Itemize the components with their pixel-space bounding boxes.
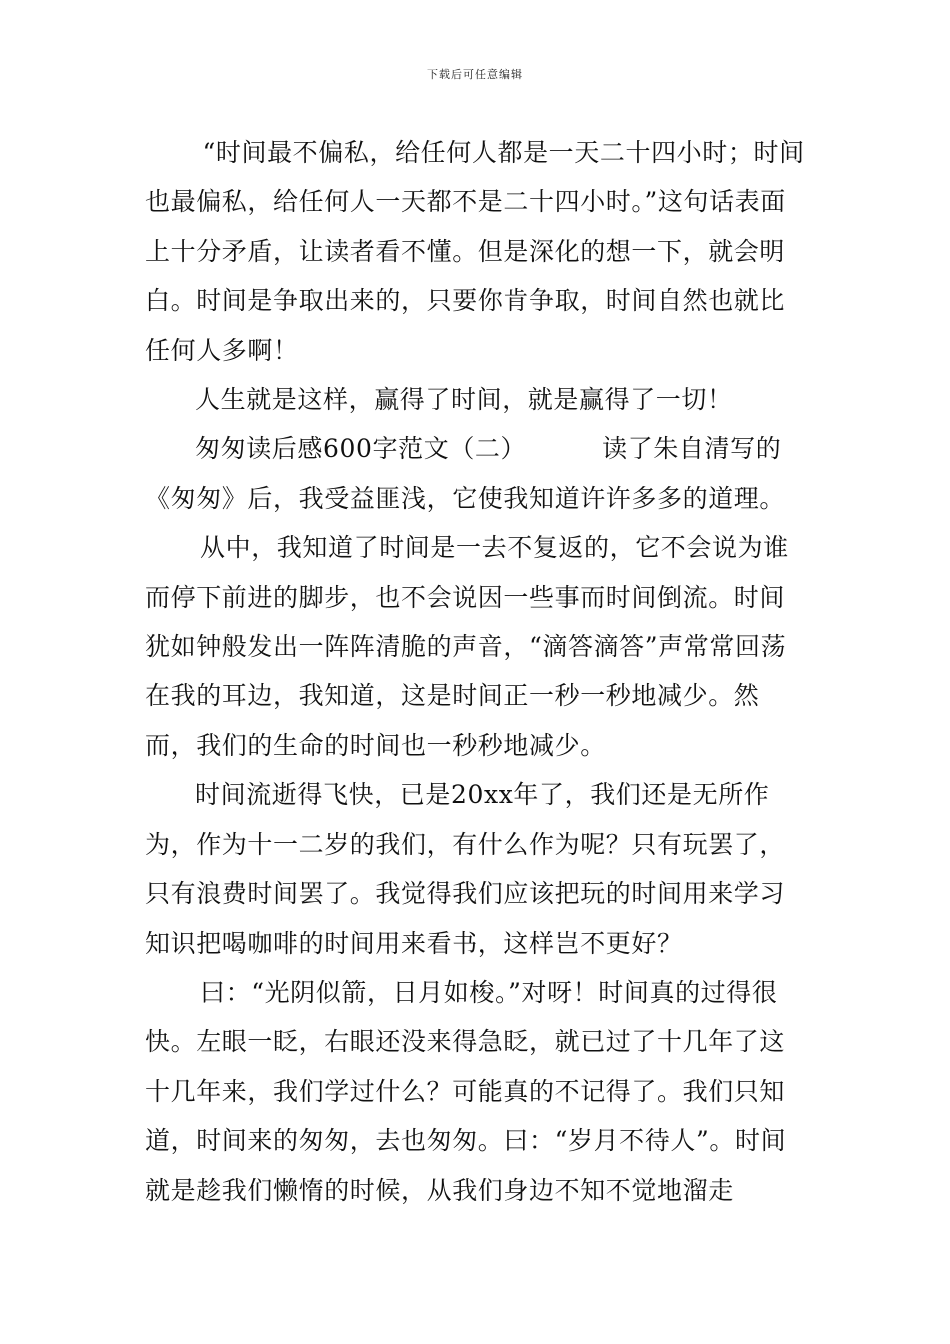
section-paragraph — [145, 424, 810, 523]
section-heading: 匆匆读后感600字范文（二） — [195, 434, 527, 464]
paragraph: 人生就是这样，赢得了时间，就是赢得了一切！ — [195, 385, 733, 415]
document-body — [145, 128, 810, 1215]
paragraph: “时间最不偏私，给任何人都是一天二十四小时；时间也最偏私，给任何人一天都不是二十四小时。”这句话表面上十分矛盾，让读者看不懂。但是深化的想一下，就会明白。时间是争取出来的，只要你肯争取，时间自然也就比任何人多啊！ — [145, 138, 805, 365]
page-header: 下载后可任意编辑 — [427, 68, 523, 81]
paragraph: 曰：“光阴似箭，日月如梭。”对呀！时间真的过得很快。左眼一眨，右眼还没来得急眨，就已过了十几年了这十几年来，我们学过什么？可能真的不记得了。我们只知道，时间来的匆匆，去也匆匆。曰：“岁月不待人”。时间就是趁我们懒惰的时候，从我们身边不知不觉地溜走 — [145, 977, 787, 1205]
section-text: 读了朱自清写的《匆匆》后，我受益匪浅，它使我知道许许多多的道理。 — [145, 434, 786, 513]
paragraph: 时间流逝得飞快，已是20xx年了，我们还是无所作为，作为十一二岁的我们，有什么作为呢？只有玩罢了，只有浪费时间罢了。我觉得我们应该把玩的时间用来学习知识把喝咖啡的时间用来看书，这样岂不更好？ — [145, 780, 786, 958]
paragraph: 从中，我知道了时间是一去不复返的，它不会说为谁而停下前进的脚步，也不会说因一些事而时间倒流。时间犹如钟般发出一阵阵清脆的声音，“滴答滴答”声常常回荡在我的耳边，我知道，这是时间正一秒一秒地减少。然而，我们的生命的时间也一秒秒地减少。 — [145, 533, 789, 760]
